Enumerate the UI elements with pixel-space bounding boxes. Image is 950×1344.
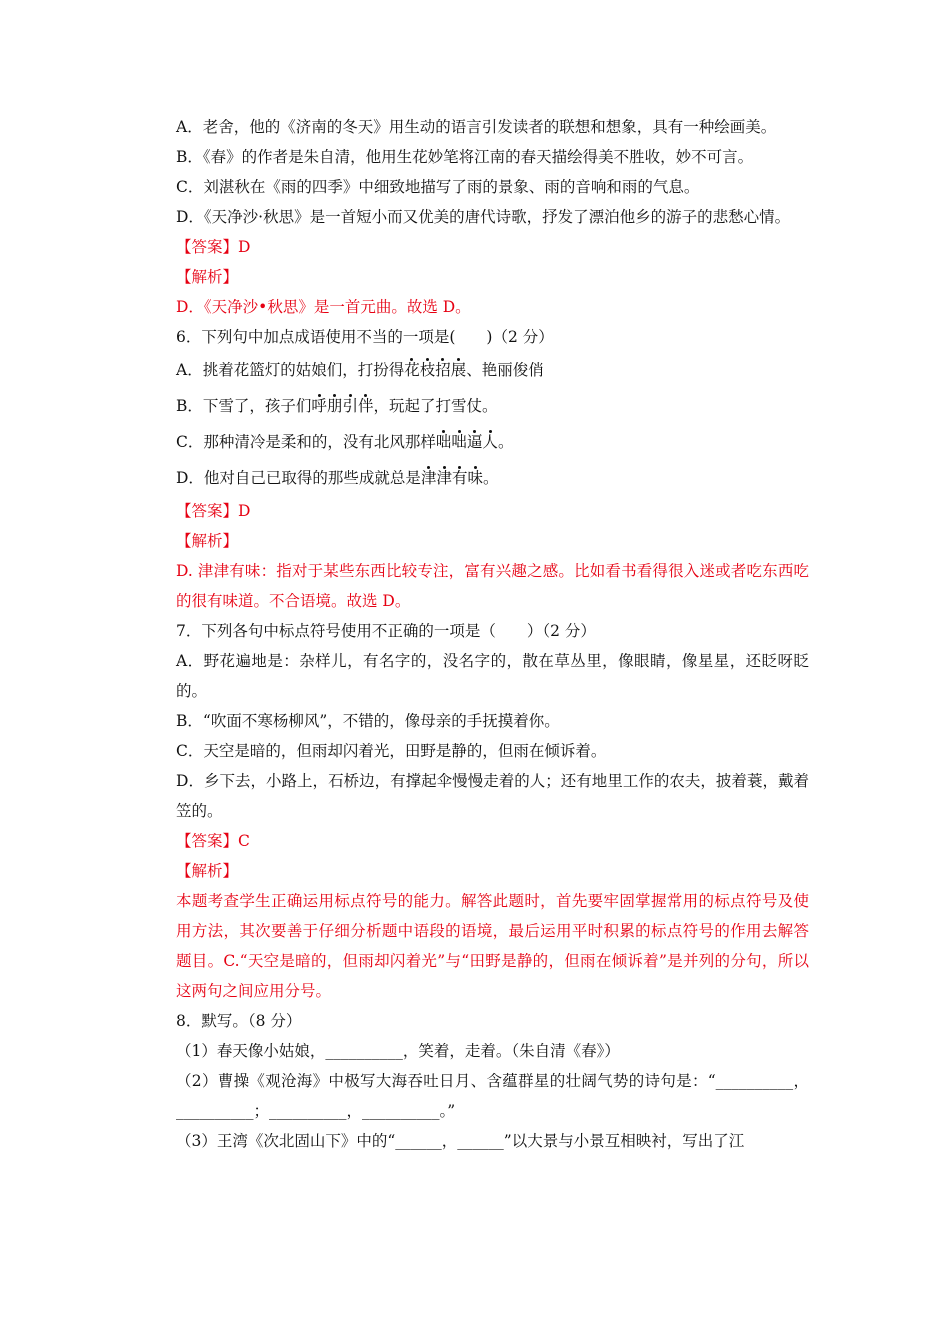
- emphasis-dot-char: 伴: [357, 397, 374, 415]
- option-text: 。: [497, 433, 514, 451]
- q7-option-c[interactable]: C．天空是暗的，但雨却闪着光，田野是静的，但雨在倾诉着。: [176, 742, 607, 760]
- q5-option-b[interactable]: B．《春》的作者是朱自清，他用生花妙笔将江南的春天描绘得美不胜收，妙不可言。: [176, 148, 754, 166]
- emphasis-dot-char: 津: [420, 469, 437, 487]
- q7-option-a[interactable]: A．野花遍地是：杂样儿，有名字的，没名字的，散在草丛里，像眼睛，像星星，还眨呀眨的。: [176, 652, 809, 700]
- emphasis-dot-char: 人: [482, 433, 498, 451]
- option-text: 。: [483, 469, 499, 487]
- q6-analysis: D. 津津有味：指对于某些东西比较专注，富有兴趣之感。比如看书看得很入迷或者吃东西吃的很有味道。不合语境。故选 D。: [176, 562, 809, 610]
- q7-option-d[interactable]: D．乡下去，小路上，石桥边，有撑起伞慢慢走着的人；还有地里工作的农夫，披着蓑，戴着笠的。: [176, 772, 809, 820]
- q6-answer: 【答案】D: [176, 502, 251, 520]
- q5-option-a[interactable]: A．老舍，他的《济南的冬天》用生动的语言引发读者的联想和想象，具有一种绘画美。: [176, 118, 777, 136]
- option-text: D．他对自己已取得的那些成就总是: [176, 469, 421, 487]
- q8-item-2: （2）曹操《观沧海》中极写大海吞吐日月、含蕴群星的壮阔气势的诗句是：“__________，__________；__________，__________。”: [176, 1072, 809, 1120]
- emphasis-dot-char: 枝: [419, 361, 436, 379]
- emphasis-dot-char: 引: [342, 397, 358, 415]
- emphasis-dot-char: 有: [451, 469, 468, 487]
- emphasis-dot-char: 咄: [451, 433, 467, 451]
- document-page: [145, 112, 809, 1156]
- option-text: 、艳丽俊俏: [466, 361, 544, 379]
- emphasis-dot-char: 咄: [435, 433, 452, 451]
- q7-option-b[interactable]: B．“吹面不寒杨柳风”，不错的，像母亲的手抚摸着你。: [176, 712, 560, 730]
- q7-analysis-label: 【解析】: [176, 862, 239, 880]
- q8-item-1: （1）春天像小姑娘，__________，笑着，走着。（朱自清《春》）: [176, 1042, 620, 1060]
- q6-option-a[interactable]: [145, 352, 809, 388]
- q6-option-c[interactable]: [145, 424, 809, 460]
- q6-option-d[interactable]: [145, 460, 809, 496]
- emphasis-dot-char: 逼: [466, 433, 483, 451]
- q5-option-c[interactable]: C．刘湛秋在《雨的四季》中细致地描写了雨的景象、雨的音响和雨的气息。: [176, 178, 700, 196]
- q5-answer: 【答案】D: [176, 238, 251, 256]
- q8-stem: 8．默写。（8 分）: [176, 1012, 302, 1030]
- emphasis-dot-char: 招: [435, 361, 451, 379]
- q7-stem: 7．下列各句中标点符号使用不正确的一项是（ ）（2 分）: [176, 622, 596, 640]
- option-text: C．那种清冷是柔和的，没有北风那样: [176, 433, 436, 451]
- emphasis-dot-char: 朋: [326, 397, 343, 415]
- q6-stem: 6．下列句中加点成语使用不当的一项是( )（2 分）: [176, 328, 554, 346]
- q8-item-3: （3）王湾《次北固山下》中的“______，______”以大景与小景互相映衬，写出了江: [176, 1132, 745, 1150]
- emphasis-dot-char: 花: [404, 361, 420, 379]
- emphasis-dot-char: 味: [467, 469, 483, 487]
- emphasis-dot-char: 津: [436, 469, 452, 487]
- q5-option-d[interactable]: D．《天净沙·秋思》是一首短小而又优美的唐代诗歌，抒发了漂泊他乡的游子的悲愁心情。: [176, 208, 791, 226]
- option-text: ，玩起了打雪仗。: [373, 397, 498, 415]
- q6-option-b[interactable]: [145, 388, 809, 424]
- option-text: B．下雪了，孩子们: [176, 397, 312, 415]
- emphasis-dot-char: 展: [450, 361, 467, 379]
- q7-analysis: 本题考查学生正确运用标点符号的能力。解答此题时，首先要牢固掌握常用的标点符号及使用方法，其次要善于仔细分析题中语段的语境，最后运用平时积累的标点符号的作用去解答题目。C.“天空是暗的，但雨却闪着光”与“田野是静的，但雨在倾诉着”是并列的分句，所以这两句之间应用分号。: [176, 892, 809, 1000]
- option-text: A．挑着花篮灯的姑娘们，打扮得: [176, 361, 405, 379]
- q5-analysis: D．《天净沙•秋思》是一首元曲。故选 D。: [176, 298, 471, 316]
- emphasis-dot-char: 呼: [311, 397, 327, 415]
- q5-analysis-label: 【解析】: [176, 268, 239, 286]
- q7-answer: 【答案】C: [176, 832, 250, 850]
- q6-analysis-label: 【解析】: [176, 532, 239, 550]
